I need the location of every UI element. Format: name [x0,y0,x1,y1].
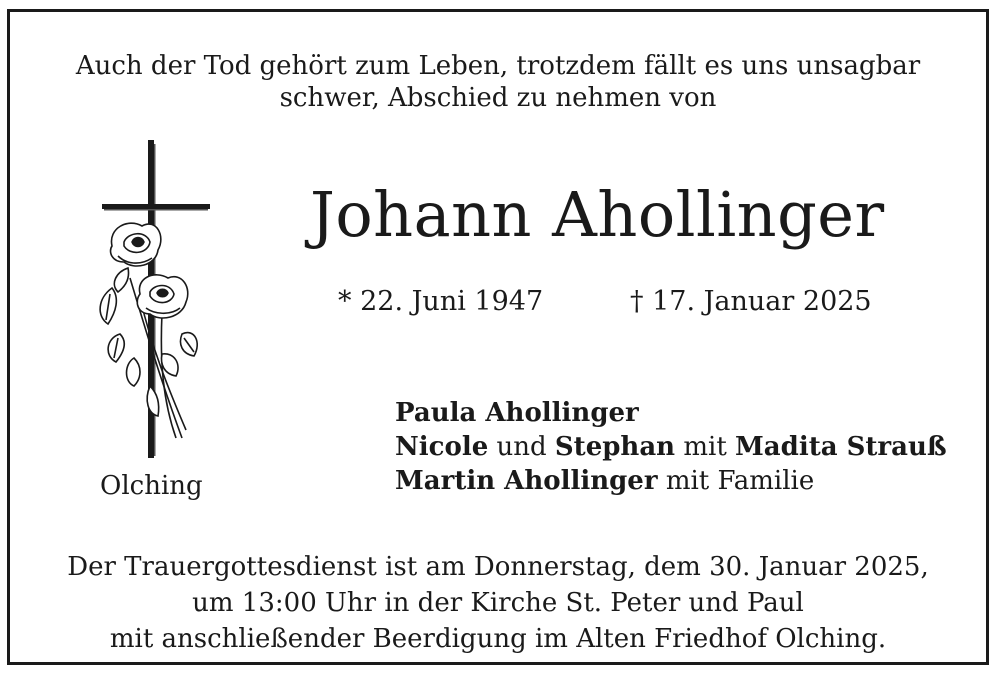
birth-date: * 22. Juni 1947 [338,286,544,317]
death-date: † 17. Januar 2025 [630,286,872,317]
mourner-conjunction: mit [683,432,727,462]
mourner-line [395,464,947,498]
intro-text [10,50,986,114]
mourner-name: Stephan [554,432,676,462]
intro-line-2: schwer, Abschied zu nehmen von [279,83,717,113]
mourner-line [395,430,947,464]
cross-with-roses-icon [90,138,220,463]
service-line-1: Der Trauergottesdienst ist am Donnerstag, dem 30. Januar 2025, [67,552,929,582]
mourner-name: Martin Ahollinger [395,466,658,496]
mourner-conjunction: und [496,432,547,462]
mourner-name: Madita Strauß [735,432,947,462]
service-line-3: mit anschließender Beerdigung im Alten Friedhof Olching. [109,624,887,654]
service-details [10,549,986,657]
mourners-list [395,396,947,498]
place-name: Olching [100,471,203,501]
deceased-name: Johann Ahollinger [310,178,885,251]
intro-line-1: Auch der Tod gehört zum Leben, trotzdem fällt es uns unsagbar [75,51,921,81]
mourner-name: Paula Ahollinger [395,398,639,428]
mourner-line [395,396,947,430]
mourner-name: Nicole [395,432,489,462]
obituary-notice [7,9,989,665]
mourner-suffix: mit Familie [665,466,815,496]
service-line-2: um 13:00 Uhr in der Kirche St. Peter und Paul [192,588,804,618]
